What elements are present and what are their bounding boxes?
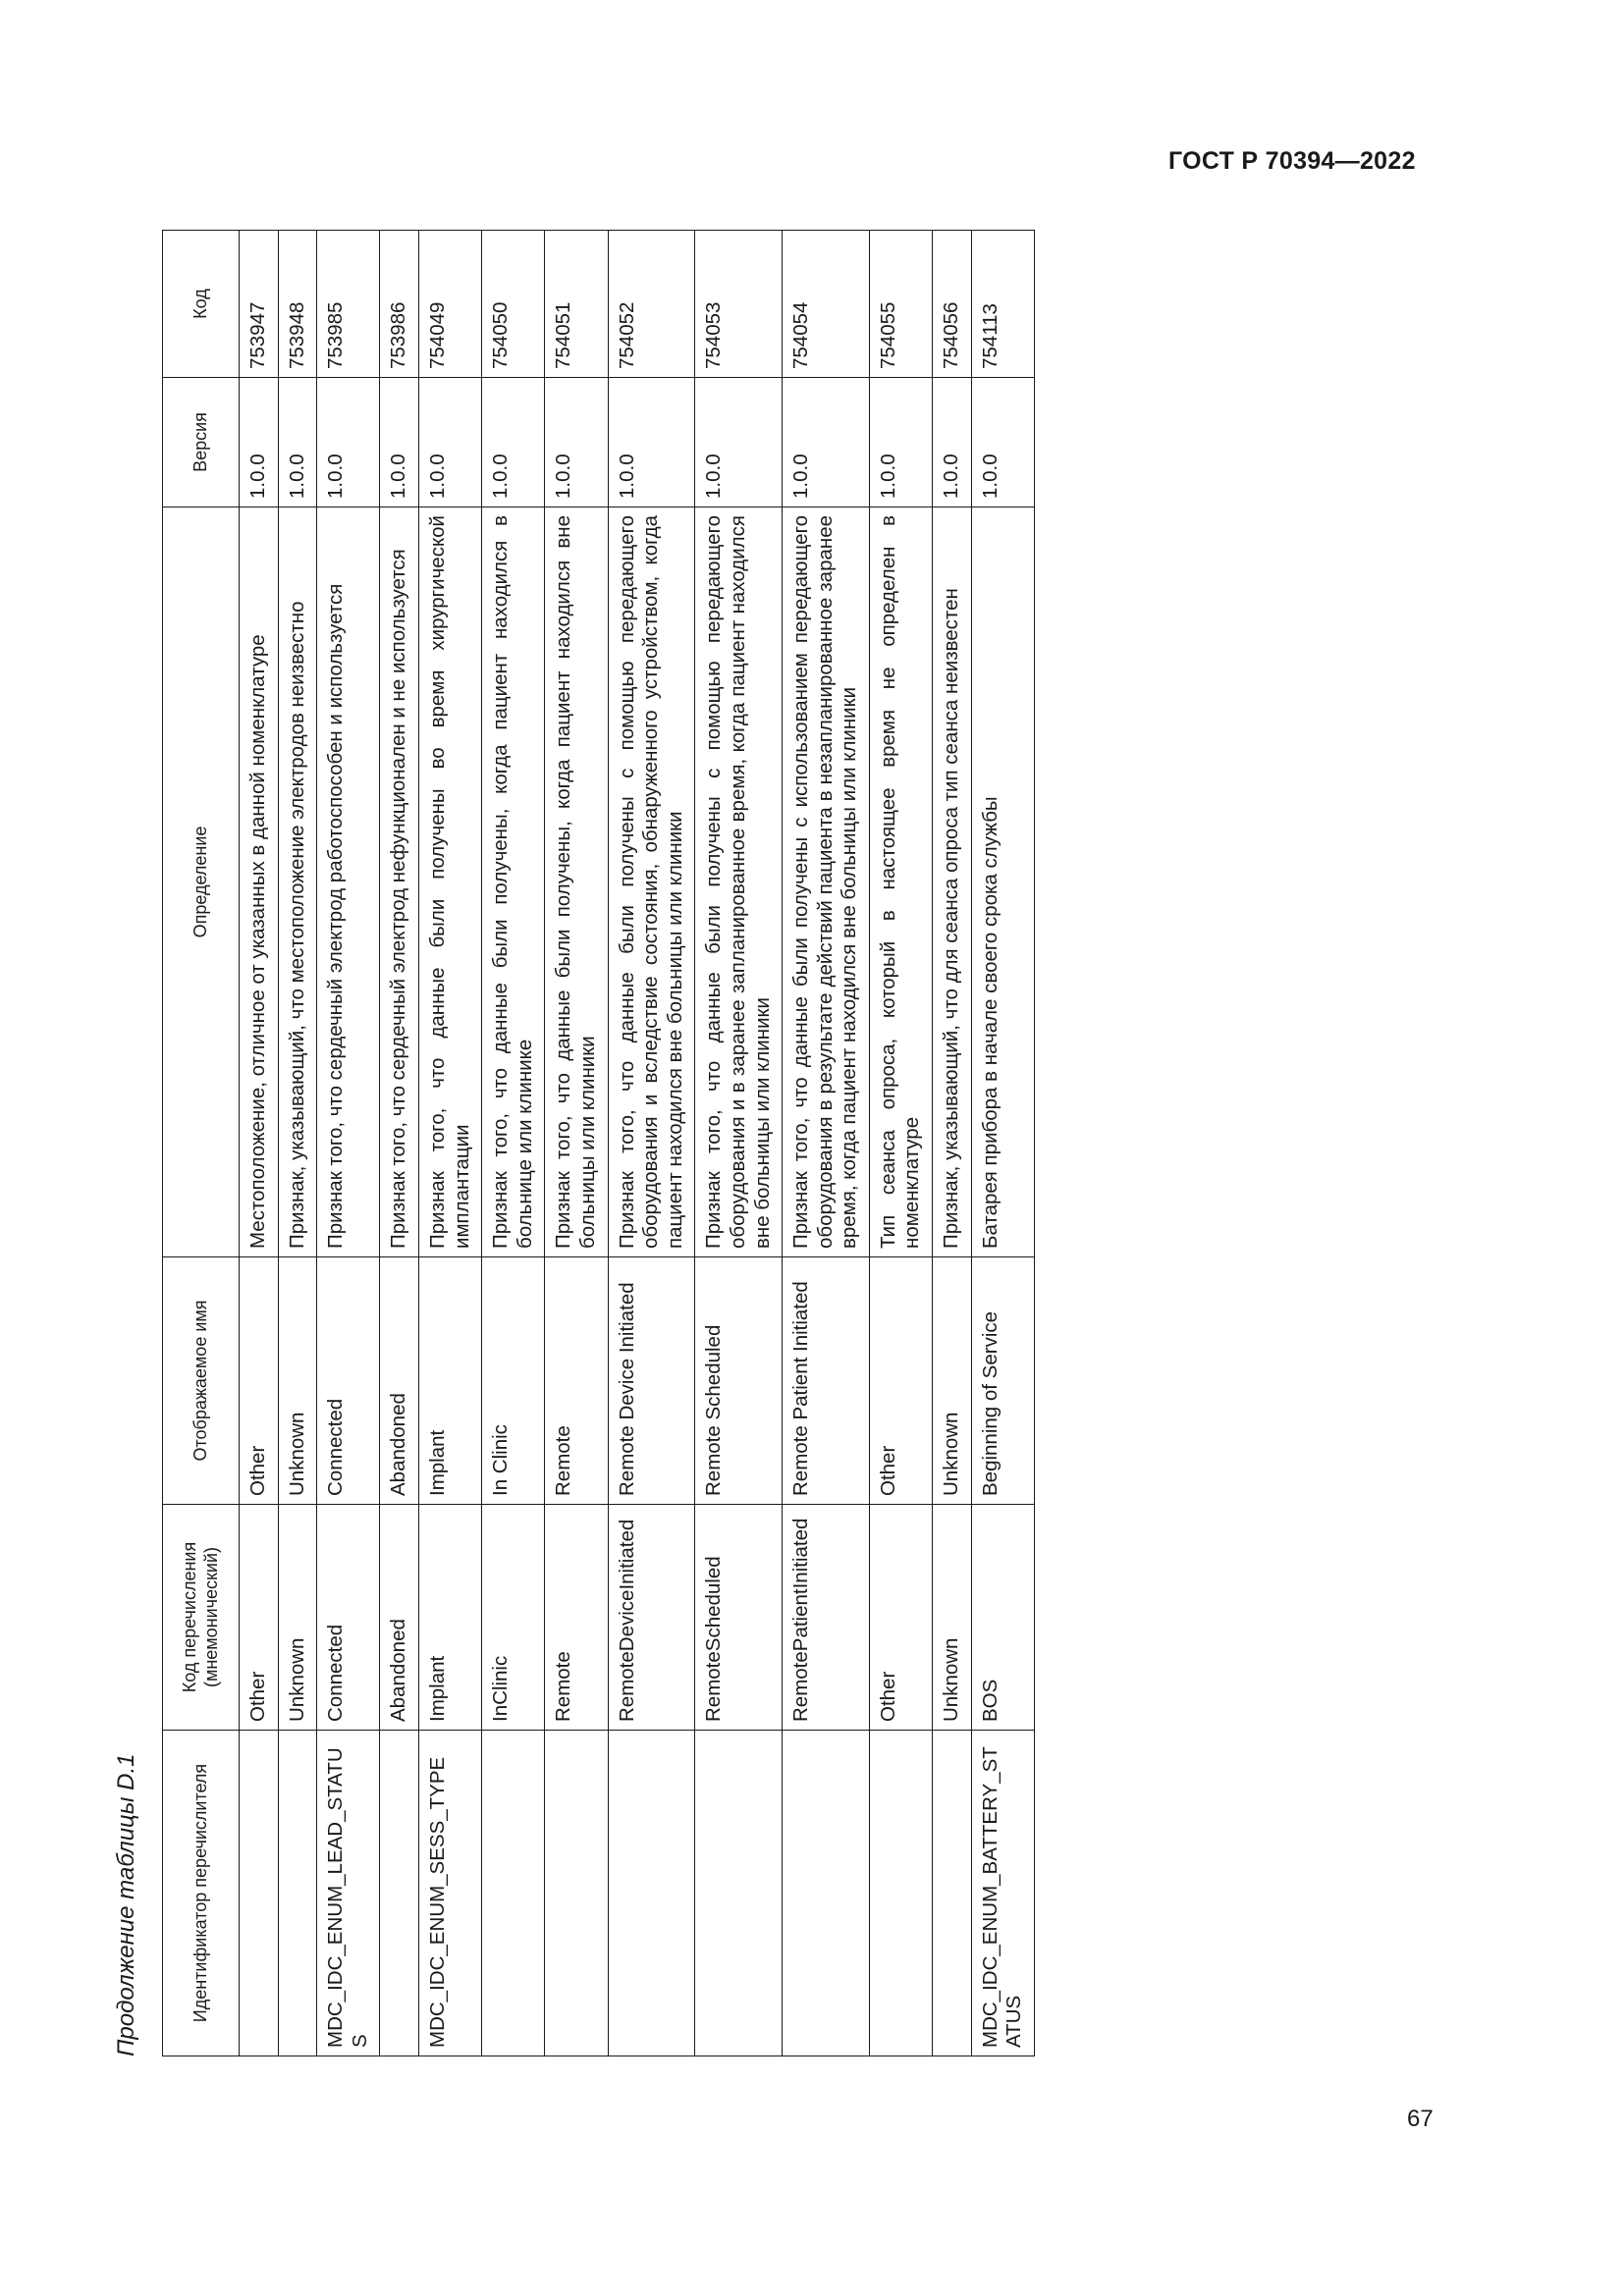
table-row — [695, 231, 783, 2056]
cell-identifier — [933, 1731, 972, 2056]
table-row — [971, 231, 1034, 2056]
cell-code: 753986 — [380, 231, 419, 378]
cell-code: 754052 — [608, 231, 695, 378]
table-row — [869, 231, 932, 2056]
cell-display-name: Other — [240, 1257, 279, 1505]
cell-identifier — [869, 1731, 932, 2056]
cell-version: 1.0.0 — [240, 378, 279, 507]
cell-version: 1.0.0 — [971, 378, 1034, 507]
rotated-page-content — [113, 231, 1409, 2056]
cell-code: 753947 — [240, 231, 279, 378]
cell-code: 754056 — [933, 231, 972, 378]
enumeration-table — [162, 230, 1035, 2056]
cell-display-name: Implant — [418, 1257, 481, 1505]
cell-mnemonic: RemoteDeviceInitiated — [608, 1505, 695, 1731]
cell-version: 1.0.0 — [869, 378, 932, 507]
cell-version: 1.0.0 — [695, 378, 783, 507]
cell-code: 754049 — [418, 231, 481, 378]
cell-mnemonic: BOS — [971, 1505, 1034, 1731]
cell-version: 1.0.0 — [608, 378, 695, 507]
cell-display-name: Beginning of Service — [971, 1257, 1034, 1505]
cell-mnemonic: Other — [240, 1505, 279, 1731]
cell-definition: Признак того, что данные были получены, когда пациент находился в больнице или клинике — [482, 507, 545, 1257]
cell-definition: Признак того, что данные были получены во время хирургической имплантации — [418, 507, 481, 1257]
cell-display-name: Other — [869, 1257, 932, 1505]
cell-definition: Признак того, что данные были получены с использованием передающего оборудования в результате действий пациента в незапланированное заранее время, когда пациент находился вне больницы или клиники — [783, 507, 870, 1257]
cell-definition: Признак того, что данные были получены с помощью передающего оборудования и вследствие состояния, обнаруженного устройством, когда пациент находился вне больницы или клиники — [608, 507, 695, 1257]
table-row — [783, 231, 870, 2056]
cell-definition: Местоположение, отличное от указанных в данной номенклатуре — [240, 507, 279, 1257]
table-row — [278, 231, 317, 2056]
cell-definition: Признак того, что данные были получены с помощью передающего оборудования и в заранее запланированное время, когда пациент находился вне больницы или клиники — [695, 507, 783, 1257]
cell-code: 754055 — [869, 231, 932, 378]
cell-display-name: Remote — [545, 1257, 608, 1505]
cell-identifier — [783, 1731, 870, 2056]
cell-identifier: MDC_IDC_ENUM_BATTERY_STATUS — [971, 1731, 1034, 2056]
cell-version: 1.0.0 — [418, 378, 481, 507]
cell-identifier — [482, 1731, 545, 2056]
cell-display-name: Unknown — [933, 1257, 972, 1505]
table-row — [482, 231, 545, 2056]
cell-display-name: In Clinic — [482, 1257, 545, 1505]
table-row — [380, 231, 419, 2056]
col-header-code: Код — [163, 231, 240, 378]
cell-definition: Признак того, что данные были получены, когда пациент находился вне больницы или клиники — [545, 507, 608, 1257]
cell-code: 753985 — [317, 231, 380, 378]
cell-identifier — [695, 1731, 783, 2056]
table-header-row — [163, 231, 240, 2056]
cell-code: 754054 — [783, 231, 870, 378]
cell-identifier — [240, 1731, 279, 2056]
cell-display-name: Unknown — [278, 1257, 317, 1505]
col-header-mnemonic: Код перечисления (мнемонический) — [163, 1505, 240, 1731]
table-row — [418, 231, 481, 2056]
table-body — [240, 231, 1035, 2056]
table-row — [317, 231, 380, 2056]
cell-definition: Батарея прибора в начале своего срока службы — [971, 507, 1034, 1257]
cell-mnemonic: RemotePatientInitiated — [783, 1505, 870, 1731]
cell-display-name: Remote Device Initiated — [608, 1257, 695, 1505]
cell-definition: Признак, указывающий, что местоположение электродов неизвестно — [278, 507, 317, 1257]
cell-identifier: MDC_IDC_ENUM_LEAD_STATUS — [317, 1731, 380, 2056]
cell-mnemonic: Remote — [545, 1505, 608, 1731]
cell-identifier: MDC_IDC_ENUM_SESS_TYPE — [418, 1731, 481, 2056]
standard-header: ГОСТ Р 70394—2022 — [1168, 147, 1416, 175]
col-header-version: Версия — [163, 378, 240, 507]
table-row — [608, 231, 695, 2056]
cell-display-name: Connected — [317, 1257, 380, 1505]
cell-version: 1.0.0 — [482, 378, 545, 507]
table-row — [933, 231, 972, 2056]
cell-code: 753948 — [278, 231, 317, 378]
cell-mnemonic: Implant — [418, 1505, 481, 1731]
cell-definition: Признак, указывающий, что для сеанса опроса тип сеанса неизвестен — [933, 507, 972, 1257]
cell-code: 754050 — [482, 231, 545, 378]
cell-display-name: Abandoned — [380, 1257, 419, 1505]
cell-version: 1.0.0 — [783, 378, 870, 507]
cell-mnemonic: InClinic — [482, 1505, 545, 1731]
cell-mnemonic: Unknown — [278, 1505, 317, 1731]
page-number: 67 — [1407, 2106, 1434, 2132]
cell-mnemonic: Other — [869, 1505, 932, 1731]
cell-mnemonic: Abandoned — [380, 1505, 419, 1731]
col-header-display-name: Отображаемое имя — [163, 1257, 240, 1505]
col-header-identifier: Идентификатор перечислителя — [163, 1731, 240, 2056]
cell-mnemonic: Unknown — [933, 1505, 972, 1731]
cell-identifier — [380, 1731, 419, 2056]
table-row — [545, 231, 608, 2056]
cell-version: 1.0.0 — [380, 378, 419, 507]
cell-code: 754051 — [545, 231, 608, 378]
cell-mnemonic: Connected — [317, 1505, 380, 1731]
table-row — [240, 231, 279, 2056]
cell-version: 1.0.0 — [278, 378, 317, 507]
cell-identifier — [278, 1731, 317, 2056]
cell-definition: Признак того, что сердечный электрод нефункционален и не используется — [380, 507, 419, 1257]
cell-version: 1.0.0 — [317, 378, 380, 507]
cell-definition: Признак того, что сердечный электрод работоспособен и используется — [317, 507, 380, 1257]
cell-display-name: Remote Patient Initiated — [783, 1257, 870, 1505]
cell-display-name: Remote Scheduled — [695, 1257, 783, 1505]
col-header-definition: Определение — [163, 507, 240, 1257]
cell-version: 1.0.0 — [933, 378, 972, 507]
table-caption: Продолжение таблицы D.1 — [113, 1753, 139, 2056]
cell-identifier — [545, 1731, 608, 2056]
cell-code: 754053 — [695, 231, 783, 378]
cell-identifier — [608, 1731, 695, 2056]
cell-version: 1.0.0 — [545, 378, 608, 507]
cell-mnemonic: RemoteScheduled — [695, 1505, 783, 1731]
cell-code: 754113 — [971, 231, 1034, 378]
cell-definition: Тип сеанса опроса, который в настоящее время не определен в номенклатуре — [869, 507, 932, 1257]
